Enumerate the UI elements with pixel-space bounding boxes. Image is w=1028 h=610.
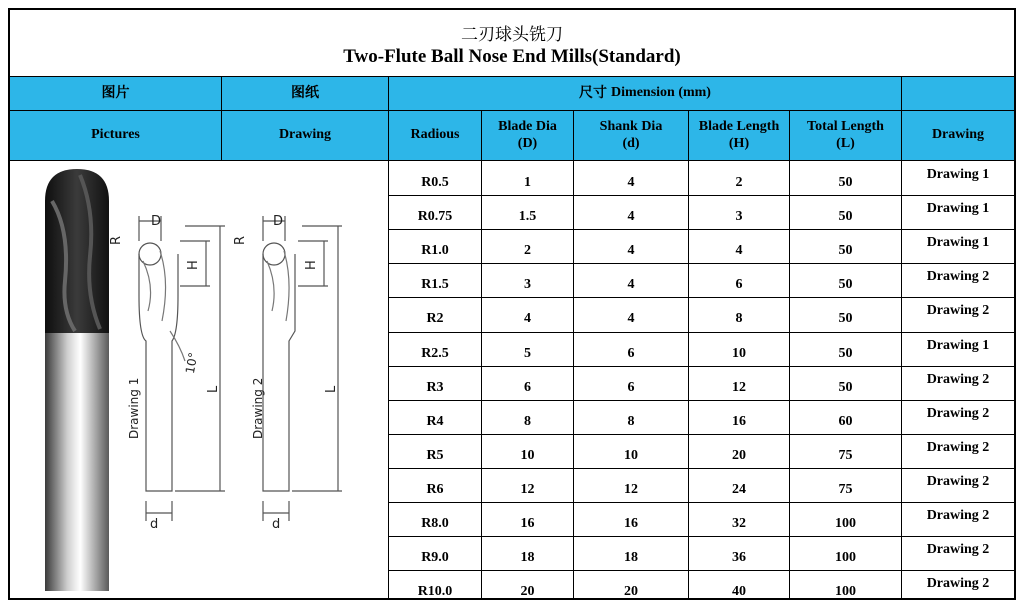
header-total-length	[790, 111, 901, 160]
header-dimension	[389, 77, 901, 110]
label-H: H	[186, 260, 201, 270]
header-shank-dia	[574, 111, 688, 160]
drawing-1	[139, 216, 225, 521]
blade-length-cell: 10	[732, 345, 746, 361]
drawing-ref-cell: Drawing 2	[926, 371, 990, 387]
blade-dia-cell: 4	[524, 311, 531, 327]
label-angle: 10°	[182, 351, 201, 375]
total-length-cell: 50	[838, 277, 853, 293]
radius-cell: R0.75	[417, 209, 453, 225]
radius-cell: R1.0	[421, 243, 449, 259]
radius-cell: R9.0	[421, 550, 449, 566]
header-pictures: Pictures	[10, 111, 221, 160]
drawing-ref-cell: Drawing 2	[926, 439, 990, 455]
drawing-ref-cell: Drawing 1	[926, 235, 990, 251]
blade-length-cell: 40	[732, 584, 746, 600]
total-length-cell: 100	[835, 516, 856, 532]
header-blade-length	[689, 111, 789, 160]
spec-sheet	[8, 8, 1016, 600]
drawing-ref-cell: Drawing 1	[926, 337, 990, 353]
shank-dia-cell: 6	[627, 379, 635, 395]
radius-cell: R5	[426, 447, 444, 463]
drawing-ref-cell: Drawing 2	[926, 405, 990, 421]
total-length-cell: 60	[838, 413, 853, 429]
blade-dia-sym: (D)	[517, 135, 538, 151]
blade-dia-cell: 2	[524, 243, 531, 259]
label-R: R	[233, 235, 248, 245]
column-divider	[688, 110, 689, 600]
radius-cell: R4	[426, 413, 444, 429]
header-blade-dia	[482, 111, 573, 160]
drawing-ref-cell: Drawing 2	[926, 508, 990, 523]
drawing-ref-cell: Drawing 2	[926, 473, 990, 489]
blade-length-cell: 3	[735, 209, 743, 225]
total-length-cell: 50	[838, 209, 853, 225]
blade-length-cell: 36	[732, 550, 746, 566]
label-D: D	[151, 214, 162, 229]
label-L: L	[206, 385, 221, 393]
total-length-cell: 50	[838, 175, 853, 191]
shank-dia-cell: 4	[627, 277, 635, 293]
blade-length-cell: 20	[732, 447, 746, 463]
blade-dia-cell: 5	[524, 345, 531, 361]
blade-length-cell: 32	[732, 516, 746, 532]
shank-dia-cell: 20	[624, 584, 638, 600]
drawing-ref-cell: Drawing 2	[926, 303, 990, 319]
blade-length-cell: 12	[732, 379, 746, 395]
drawing-ref-cell: Drawing 2	[926, 542, 990, 558]
label-d: d	[272, 517, 281, 532]
blade-dia-cell: 20	[520, 584, 535, 600]
blade-dia-cell: 12	[520, 481, 535, 497]
blade-length-sym: (H)	[728, 135, 750, 151]
total-length-cell: 100	[835, 550, 856, 566]
blade-dia-cell: 16	[520, 516, 535, 532]
label-R: R	[109, 235, 124, 245]
header-blank	[902, 77, 1014, 110]
radius-cell: R2	[426, 311, 444, 327]
title-block	[10, 10, 1014, 76]
shank-dia-cell: 4	[627, 243, 635, 259]
blade-dia-cell: 8	[524, 413, 531, 429]
dimension-cn: 尺寸	[579, 85, 608, 102]
total-length-sym: (L)	[836, 135, 855, 151]
label-drawing-2: Drawing 2	[251, 377, 265, 439]
blade-length-cell: 16	[732, 413, 746, 429]
radius-cell: R3	[426, 379, 444, 395]
drawing-ref-cell: Drawing 1	[926, 167, 990, 182]
label-d: d	[150, 517, 159, 532]
header-drawing-col: Drawing	[902, 111, 1014, 160]
shank-dia-cell: 6	[627, 345, 635, 361]
total-length-cell: 50	[838, 379, 853, 395]
column-divider	[789, 110, 790, 600]
label-drawing-1: Drawing 1	[127, 377, 141, 439]
header-drawing: Drawing	[222, 111, 388, 160]
blade-dia-cell: 3	[524, 277, 531, 293]
drawing-ref-cell: Drawing 1	[926, 201, 990, 217]
total-length-cell: 75	[838, 447, 853, 463]
drawing-2-labels	[233, 214, 339, 532]
radius-cell: R8.0	[421, 516, 449, 532]
drawing-1-labels	[109, 214, 221, 532]
total-length-cell: 75	[838, 481, 853, 497]
blade-dia-cell: 6	[524, 379, 531, 395]
total-length-cell: 50	[838, 311, 853, 327]
end-mill-photo	[45, 169, 109, 591]
label-D: D	[273, 214, 284, 229]
label-L: L	[324, 385, 339, 393]
shank-dia-cell: 8	[627, 413, 635, 429]
divider	[10, 110, 1014, 111]
total-length-cell: 50	[838, 243, 853, 259]
radius-cell: R0.5	[421, 175, 449, 191]
shank-dia-cell: 12	[624, 481, 638, 497]
header-drawing-cn: 图纸	[222, 77, 388, 110]
shank-dia-cell: 10	[624, 447, 638, 463]
blade-length-cell: 24	[732, 481, 746, 497]
shank-dia-cell: 4	[627, 311, 635, 327]
radius-cell: R10.0	[417, 584, 453, 600]
total-length-label: Total Length	[807, 119, 884, 135]
end-mill-illustration	[10, 161, 388, 599]
blade-dia-cell: 10	[520, 447, 535, 463]
divider	[221, 76, 222, 161]
shank-dia-cell: 16	[624, 516, 638, 532]
blade-dia-cell: 1	[524, 175, 531, 191]
title-en: Two-Flute Ball Nose End Mills(Standard)	[343, 46, 681, 67]
header-radious: Radious	[389, 111, 481, 160]
column-divider	[481, 110, 482, 600]
blade-length-cell: 2	[735, 175, 743, 191]
header-pictures-cn: 图片	[10, 77, 221, 110]
shank-dia-label: Shank Dia	[599, 119, 663, 135]
drawing-ref-cell: Drawing 2	[926, 576, 990, 592]
column-divider	[573, 110, 574, 600]
shank-dia-sym: (d)	[622, 135, 640, 151]
radius-cell: R2.5	[421, 345, 449, 361]
blade-dia-cell: 18	[520, 550, 535, 566]
drawing-2	[263, 216, 342, 521]
blade-length-cell: 4	[735, 243, 743, 259]
blade-dia-label: Blade Dia	[498, 119, 557, 135]
radius-cell: R6	[426, 481, 444, 497]
radius-cell: R1.5	[421, 277, 449, 293]
shank-dia-cell: 18	[624, 550, 638, 566]
dimension-en: Dimension (mm)	[611, 85, 711, 101]
blade-dia-cell: 1.5	[518, 209, 537, 225]
label-H: H	[304, 260, 319, 270]
blade-length-cell: 8	[735, 311, 743, 327]
shank-dia-cell: 4	[627, 175, 635, 191]
blade-length-label: Blade Length	[698, 119, 780, 135]
total-length-cell: 50	[838, 345, 853, 361]
blade-length-cell: 6	[735, 277, 743, 293]
title-cn: 二刃球头铣刀	[461, 25, 563, 45]
shank-dia-cell: 4	[627, 209, 635, 225]
drawing-ref-cell: Drawing 2	[926, 269, 990, 285]
total-length-cell: 100	[835, 584, 856, 600]
